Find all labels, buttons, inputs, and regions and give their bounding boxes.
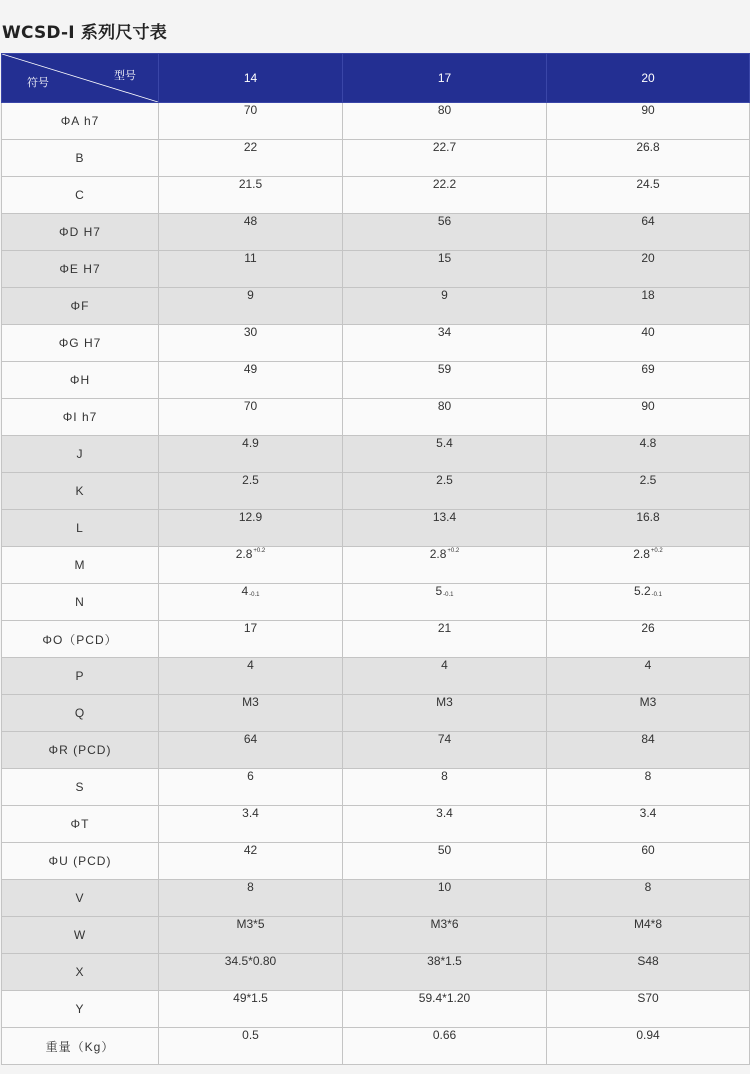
value-text: 8 xyxy=(441,769,448,783)
value-text: 70 xyxy=(243,103,258,117)
symbol-cell: B xyxy=(2,140,159,177)
value-text: 10 xyxy=(437,880,452,894)
value-cell xyxy=(343,325,547,362)
value-cell xyxy=(159,510,343,547)
value-text: 2.8 xyxy=(429,547,447,561)
value-text: S48 xyxy=(637,954,659,968)
value-cell xyxy=(547,362,750,399)
value-text: 8 xyxy=(644,880,652,894)
value-cell xyxy=(547,103,750,140)
upper-tolerance: +0.2 xyxy=(447,548,460,554)
value-cell xyxy=(159,584,343,621)
value-text: 40 xyxy=(641,325,655,339)
model-column-header: 14 xyxy=(159,54,343,103)
model-column-header: 20 xyxy=(547,54,750,103)
symbol-cell: C xyxy=(2,177,159,214)
value-cell xyxy=(159,880,343,917)
value-cell xyxy=(343,621,547,658)
value-text: 59.4*1.20 xyxy=(418,991,471,1005)
table-row xyxy=(2,806,750,843)
table-row xyxy=(2,436,750,473)
symbol-cell: 重量（Kg） xyxy=(2,1028,159,1065)
table-row xyxy=(2,732,750,769)
value-text: 22.2 xyxy=(432,177,457,191)
table-row xyxy=(2,584,750,621)
table-row xyxy=(2,140,750,177)
value-cell xyxy=(343,510,547,547)
value-cell xyxy=(159,695,343,732)
value-cell xyxy=(159,843,343,880)
table-row xyxy=(2,288,750,325)
value-cell xyxy=(343,917,547,954)
value-text: 21 xyxy=(437,621,452,635)
value-cell xyxy=(343,695,547,732)
value-text: 4 xyxy=(247,658,254,672)
value-text: 0.5 xyxy=(242,1028,259,1042)
value-cell xyxy=(159,140,343,177)
value-cell xyxy=(547,695,750,732)
value-text: 15 xyxy=(437,251,452,265)
symbol-cell: Q xyxy=(2,695,159,732)
value-cell xyxy=(547,584,750,621)
table-row xyxy=(2,769,750,806)
value-cell xyxy=(547,917,750,954)
table-row xyxy=(2,547,750,584)
value-text: 2.5 xyxy=(242,473,259,487)
value-cell xyxy=(343,769,547,806)
table-row xyxy=(2,399,750,436)
value-text: 8 xyxy=(247,880,254,894)
value-text: 18 xyxy=(641,288,655,302)
table-row xyxy=(2,510,750,547)
table-row xyxy=(2,991,750,1028)
table-row xyxy=(2,954,750,991)
symbol-cell: P xyxy=(2,658,159,695)
value-text: 59 xyxy=(437,362,452,376)
value-text: 2.5 xyxy=(436,473,453,487)
value-text: 6 xyxy=(247,769,254,783)
lower-tolerance: -0.1 xyxy=(249,592,260,598)
symbol-cell: S xyxy=(2,769,159,806)
value-text: 34 xyxy=(437,325,452,339)
symbol-cell: N xyxy=(2,584,159,621)
value-cell xyxy=(159,621,343,658)
value-text: 3.4 xyxy=(639,806,657,820)
table-row xyxy=(2,103,750,140)
value-text: 4.8 xyxy=(639,436,657,450)
upper-tolerance: +0.2 xyxy=(650,548,663,554)
value-cell xyxy=(547,1028,750,1065)
value-text: M3 xyxy=(242,695,259,709)
value-text: 9 xyxy=(247,288,254,302)
value-cell xyxy=(159,103,343,140)
value-cell xyxy=(547,954,750,991)
value-text: 21.5 xyxy=(238,177,263,191)
table-row xyxy=(2,621,750,658)
value-cell xyxy=(343,140,547,177)
value-cell xyxy=(547,732,750,769)
value-cell xyxy=(343,991,547,1028)
value-text: 30 xyxy=(243,325,258,339)
lower-tolerance: -0.1 xyxy=(651,592,663,598)
symbol-cell: J xyxy=(2,436,159,473)
value-text: 42 xyxy=(243,843,258,857)
upper-tolerance: +0.2 xyxy=(253,548,266,554)
value-text: 2.8 xyxy=(633,547,650,561)
value-cell xyxy=(547,214,750,251)
symbol-cell: W xyxy=(2,917,159,954)
value-text: 5 xyxy=(435,584,443,598)
symbol-header-label: 符号 xyxy=(27,77,49,89)
symbol-cell: ΦH xyxy=(2,362,159,399)
value-text: 9 xyxy=(441,288,448,302)
value-cell xyxy=(343,954,547,991)
value-cell xyxy=(547,325,750,362)
table-row xyxy=(2,362,750,399)
value-text: M3 xyxy=(436,695,453,709)
value-cell xyxy=(159,325,343,362)
table-row xyxy=(2,880,750,917)
value-cell xyxy=(159,917,343,954)
value-cell xyxy=(547,991,750,1028)
value-cell xyxy=(547,399,750,436)
value-text: 90 xyxy=(641,399,655,413)
value-cell xyxy=(547,473,750,510)
value-cell xyxy=(159,658,343,695)
value-cell xyxy=(343,473,547,510)
value-text: 84 xyxy=(641,732,655,746)
table-row xyxy=(2,658,750,695)
value-text: 4 xyxy=(441,658,448,672)
value-text: 2.5 xyxy=(639,473,657,487)
size-table xyxy=(1,53,750,1065)
value-text: 8 xyxy=(644,769,652,783)
value-text: 4 xyxy=(644,658,652,672)
value-cell xyxy=(343,584,547,621)
table-row xyxy=(2,214,750,251)
symbol-cell: K xyxy=(2,473,159,510)
value-cell xyxy=(159,473,343,510)
table-row xyxy=(2,695,750,732)
value-cell xyxy=(547,436,750,473)
table-row xyxy=(2,843,750,880)
value-cell xyxy=(343,806,547,843)
value-text: 13.4 xyxy=(432,510,457,524)
table-row xyxy=(2,1028,750,1065)
value-text: 50 xyxy=(437,843,452,857)
value-text: 17 xyxy=(243,621,258,635)
value-text: S70 xyxy=(637,991,659,1005)
symbol-cell: ΦR (PCD) xyxy=(2,732,159,769)
value-text: M3*6 xyxy=(430,917,459,931)
value-text: 22.7 xyxy=(432,140,457,154)
value-cell xyxy=(159,991,343,1028)
value-text: 49*1.5 xyxy=(233,991,268,1005)
symbol-cell: ΦF xyxy=(2,288,159,325)
value-cell xyxy=(343,251,547,288)
value-cell xyxy=(159,954,343,991)
value-cell xyxy=(159,1028,343,1065)
table-row xyxy=(2,325,750,362)
value-text: 49 xyxy=(243,362,258,376)
symbol-cell: M xyxy=(2,547,159,584)
value-text: 80 xyxy=(437,399,452,413)
value-cell xyxy=(343,880,547,917)
lower-tolerance: -0.1 xyxy=(443,592,454,598)
value-cell xyxy=(343,843,547,880)
symbol-cell: ΦU (PCD) xyxy=(2,843,159,880)
value-cell xyxy=(547,510,750,547)
symbol-cell: L xyxy=(2,510,159,547)
value-cell xyxy=(343,103,547,140)
page-title: WCSD-I 系列尺寸表 xyxy=(2,23,167,43)
value-cell xyxy=(159,806,343,843)
value-cell xyxy=(547,658,750,695)
value-cell xyxy=(159,362,343,399)
symbol-cell: Y xyxy=(2,991,159,1028)
value-text: 0.94 xyxy=(636,1028,660,1042)
value-text: 80 xyxy=(437,103,452,117)
symbol-cell: ΦI h7 xyxy=(2,399,159,436)
value-text: M4*8 xyxy=(633,917,662,931)
symbol-cell: X xyxy=(2,954,159,991)
model-column-header: 17 xyxy=(343,54,547,103)
value-cell xyxy=(343,362,547,399)
value-text: 16.8 xyxy=(636,510,660,524)
value-text: 26 xyxy=(641,621,655,635)
value-cell xyxy=(159,288,343,325)
value-cell xyxy=(343,658,547,695)
value-cell xyxy=(547,880,750,917)
value-cell xyxy=(343,1028,547,1065)
value-cell xyxy=(159,547,343,584)
value-text: 74 xyxy=(437,732,452,746)
value-text: 48 xyxy=(243,214,258,228)
value-text: 20 xyxy=(641,251,655,265)
value-cell xyxy=(159,177,343,214)
value-cell xyxy=(343,214,547,251)
value-cell xyxy=(547,769,750,806)
value-cell xyxy=(159,732,343,769)
table-header-row xyxy=(2,54,750,103)
value-text: M3 xyxy=(639,695,657,709)
value-cell xyxy=(547,843,750,880)
value-text: 69 xyxy=(641,362,655,376)
value-text: M3*5 xyxy=(236,917,265,931)
value-cell xyxy=(159,214,343,251)
symbol-cell: ΦD H7 xyxy=(2,214,159,251)
value-text: 22 xyxy=(243,140,258,154)
value-text: 38*1.5 xyxy=(427,954,462,968)
value-text: 5.4 xyxy=(436,436,453,450)
value-cell xyxy=(343,177,547,214)
value-cell xyxy=(547,547,750,584)
symbol-cell: ΦA h7 xyxy=(2,103,159,140)
symbol-cell: ΦO（PCD） xyxy=(2,621,159,658)
value-cell xyxy=(343,732,547,769)
value-text: 24.5 xyxy=(636,177,660,191)
value-cell xyxy=(547,806,750,843)
value-cell xyxy=(343,547,547,584)
value-text: 34.5*0.80 xyxy=(224,954,277,968)
value-text: 12.9 xyxy=(238,510,263,524)
value-cell xyxy=(547,177,750,214)
value-text: 90 xyxy=(641,103,655,117)
value-text: 70 xyxy=(243,399,258,413)
table-row xyxy=(2,251,750,288)
value-text: 5.2 xyxy=(633,584,651,598)
value-text: 60 xyxy=(641,843,655,857)
value-cell xyxy=(547,288,750,325)
symbol-cell: ΦG H7 xyxy=(2,325,159,362)
value-text: 64 xyxy=(641,214,655,228)
symbol-cell: V xyxy=(2,880,159,917)
header-corner-cell xyxy=(2,54,159,103)
model-header-label: 型号 xyxy=(114,70,136,82)
value-cell xyxy=(159,769,343,806)
value-text: 0.66 xyxy=(432,1028,457,1042)
value-text: 3.4 xyxy=(242,806,259,820)
table-body xyxy=(2,103,750,1065)
table-row xyxy=(2,177,750,214)
value-text: 56 xyxy=(437,214,452,228)
value-text: 11 xyxy=(244,251,257,265)
value-text: 3.4 xyxy=(436,806,453,820)
symbol-cell: ΦE H7 xyxy=(2,251,159,288)
value-cell xyxy=(547,621,750,658)
table-row xyxy=(2,917,750,954)
value-text: 2.8 xyxy=(235,547,253,561)
value-cell xyxy=(547,140,750,177)
value-text: 4 xyxy=(241,584,249,598)
value-cell xyxy=(159,251,343,288)
value-text: 64 xyxy=(243,732,258,746)
value-cell xyxy=(547,251,750,288)
value-text: 4.9 xyxy=(242,436,259,450)
value-cell xyxy=(343,399,547,436)
value-cell xyxy=(159,436,343,473)
value-cell xyxy=(343,288,547,325)
value-cell xyxy=(159,399,343,436)
value-cell xyxy=(343,436,547,473)
table-row xyxy=(2,473,750,510)
value-text: 26.8 xyxy=(636,140,660,154)
symbol-cell: ΦT xyxy=(2,806,159,843)
